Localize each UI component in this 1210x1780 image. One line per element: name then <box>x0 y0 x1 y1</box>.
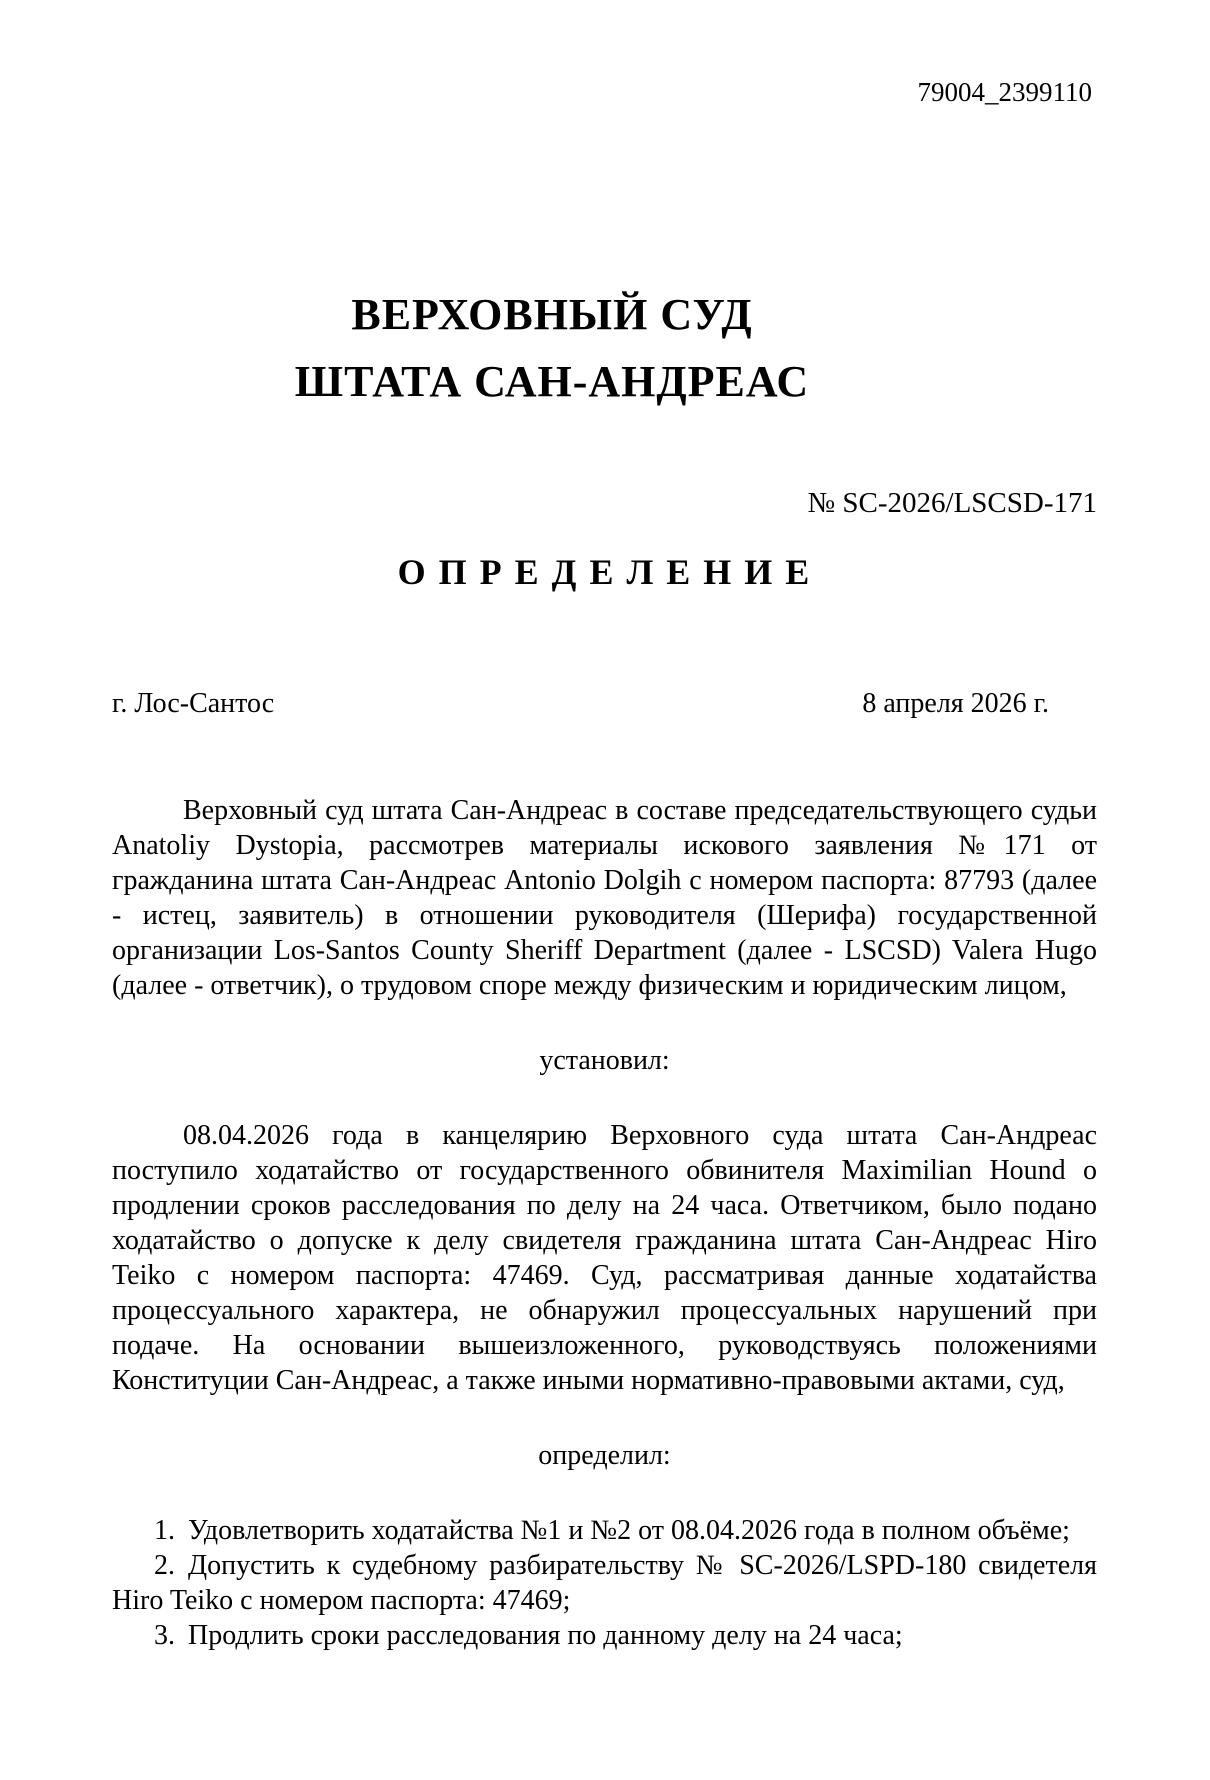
intro-paragraph: Верховный суд штата Сан-Андреас в составе председательствующего судьи Anatoliy Dystopia, рассмотрев материалы искового заявления №171 от гражданина штата Сан-Андреас Antonio Dolgih с номером паспорта: 87793 (далее - истец, заявитель) в отношении руководителя (Шерифа) государственной организации Los-Santos County Sheriff Department (далее - LSCSD) Valera Hugo (далее - ответчик), о трудовом споре между физическим и юридическим лицом, <box>112 795 1097 1001</box>
case-number: № SC-2026/LSCSD-171 <box>807 487 1097 519</box>
date-label: 8 апреля 2026 г. <box>862 688 1049 719</box>
document-type-heading: О П Р Е Д Е Л Е Н И Е <box>397 552 812 592</box>
ruling-text: Допустить к судебному разбирательству № SC-2026/LSPD-180 свидетеля Hiro Teiko с номером паспорта: 47469; <box>112 1550 1097 1616</box>
ruled-heading: определил: <box>538 1440 671 1471</box>
ruling-item <box>112 1548 1097 1618</box>
city-label: г. Лос-Сантос <box>112 688 275 719</box>
ruling-number: 2. <box>154 1550 175 1581</box>
ruling-text: Продлить сроки расследования по данному делу на 24 часа; <box>188 1620 903 1651</box>
ruling-number: 3. <box>154 1620 175 1651</box>
ruling-text: Удовлетворить ходатайства №1 и №2 от 08.04.2026 года в полном объёме; <box>188 1515 1070 1546</box>
rulings-list <box>112 1513 1097 1653</box>
document-registry-number: 79004_2399110 <box>917 77 1092 107</box>
ruling-number: 1. <box>154 1515 175 1546</box>
court-title-line1: ВЕРХОВНЫЙ СУД <box>351 290 753 339</box>
place-date-row <box>112 686 1097 721</box>
court-title-line2: ШТАТА САН-АНДРЕАС <box>294 357 810 406</box>
established-heading: установил: <box>539 1045 670 1076</box>
ruling-item <box>112 1513 1097 1548</box>
ruling-item <box>112 1618 1097 1653</box>
court-title <box>112 281 1097 415</box>
body-paragraph: 08.04.2026 года в канцелярию Верховного суда штата Сан-Андреас поступило ходатайство от государственного обвинителя Maximilian Hound о продлении сроков расследования по делу на 24 часа. Ответчиком, было подано ходатайство о допуске к делу свидетеля гражданина штата Сан-Андреас Hiro Teiko с номером паспорта: 47469. Суд, рассматривая данные ходатайства процессуального характера, не обнаружил процессуальных нарушений при подаче. На основании вышеизложенного, руководствуясь положениями Конституции Сан-Андреас, а также иными нормативно-правовыми актами, суд, <box>112 1120 1097 1396</box>
